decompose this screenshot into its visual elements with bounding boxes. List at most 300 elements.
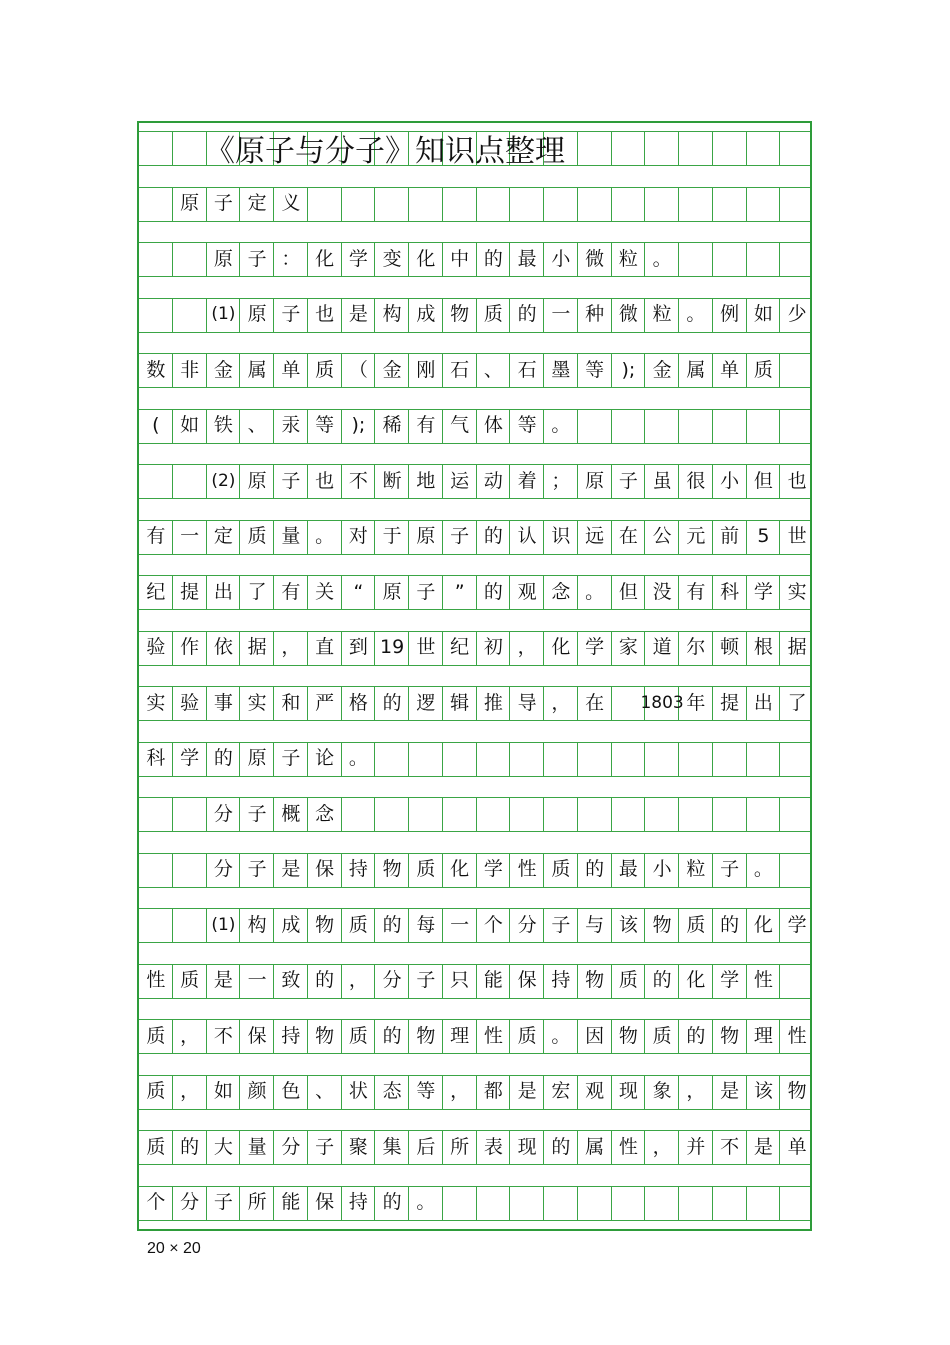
grid-cell: 颜 <box>247 1080 267 1102</box>
grid-cell: 关 <box>315 580 335 603</box>
grid-cell: 保 <box>315 1191 335 1213</box>
grid-cell: 公 <box>652 525 672 547</box>
grid-cell: 性 <box>787 1024 807 1047</box>
grid-cell: 粒 <box>618 247 638 270</box>
grid-line <box>644 742 645 776</box>
grid-cell: 一 <box>450 913 470 936</box>
grid-cell: 。 <box>551 1024 571 1047</box>
grid-cell: 。 <box>416 1191 436 1213</box>
grid-cell: 也 <box>315 469 335 492</box>
grid-cell: 概 <box>281 802 301 825</box>
grid-cell: 集 <box>382 1135 402 1158</box>
grid-cell: 的 <box>551 1135 571 1158</box>
grid-line <box>139 831 810 832</box>
grid-line <box>712 409 713 443</box>
grid-cell: 体 <box>483 414 503 436</box>
grid-cell: 有 <box>686 580 706 603</box>
grid-cell: 物 <box>618 1024 638 1047</box>
grid-line <box>644 797 645 831</box>
grid-line <box>644 409 645 443</box>
grid-cell: 很 <box>686 469 706 492</box>
grid-cell: 保 <box>517 969 537 991</box>
grid-cell: 象 <box>652 1080 672 1102</box>
grid-cell: 的 <box>652 969 672 991</box>
grid-cell: 子 <box>213 1191 233 1213</box>
grid-cell: 运 <box>450 469 470 492</box>
grid-cell: 根 <box>753 636 773 658</box>
grid-line <box>172 298 173 332</box>
grid-cell: 物 <box>652 913 672 936</box>
grid-line <box>577 797 578 831</box>
grid-cell: 化 <box>416 247 436 270</box>
grid-cell: 有 <box>281 580 301 603</box>
grid-cell: 原 <box>213 247 233 270</box>
grid-cell: 质 <box>416 858 436 880</box>
grid-cell: 子 <box>213 192 233 214</box>
grid-cell: 顿 <box>720 636 740 658</box>
grid-cell: 不 <box>348 469 368 492</box>
grid-cell: 子 <box>416 580 436 603</box>
grid-line <box>746 242 747 276</box>
grid-cell: 能 <box>483 969 503 991</box>
grid-cell: 质 <box>652 1024 672 1047</box>
grid-line <box>139 498 810 499</box>
grid-cell: 学 <box>787 913 807 936</box>
grid-cell: 子 <box>247 247 267 270</box>
grid-cell: 实 <box>787 580 807 603</box>
grid-cell: 和 <box>281 691 301 714</box>
grid-cell: 学 <box>180 747 200 769</box>
grid-cell: 地 <box>416 469 436 492</box>
grid-cell: 构 <box>382 303 402 325</box>
grid-cell: ， <box>281 636 301 658</box>
grid-cell: 了 <box>247 580 267 603</box>
grid-line <box>712 742 713 776</box>
grid-line <box>746 131 747 165</box>
grid-cell: 科 <box>720 580 740 603</box>
grid-cell: 后 <box>416 1135 436 1158</box>
grid-line <box>139 887 810 888</box>
grid-cell: 该 <box>753 1080 773 1102</box>
grid-cell: 纪 <box>450 636 470 658</box>
grid-line <box>611 409 612 443</box>
grid-cell: 的 <box>382 1024 402 1047</box>
grid-cell: 量 <box>247 1135 267 1158</box>
grid-cell: 直 <box>315 636 335 658</box>
grid-cell: 化 <box>551 636 571 658</box>
grid-line <box>712 187 713 221</box>
grid-cell: 辑 <box>450 691 470 714</box>
grid-line <box>139 276 810 277</box>
grid-cell: 所 <box>450 1135 470 1158</box>
grid-cell: 、 <box>483 358 503 381</box>
grid-cell: 。 <box>551 414 571 436</box>
grid-cell: 。 <box>686 303 706 325</box>
grid-cell: ， <box>686 1080 706 1102</box>
grid-cell: 小 <box>551 247 571 270</box>
grid-line <box>779 1186 780 1220</box>
grid-cell: 是 <box>348 303 368 325</box>
grid-cell: 化 <box>450 858 470 880</box>
grid-line <box>678 131 679 165</box>
grid-cell: 学 <box>720 969 740 991</box>
grid-cell: 大 <box>213 1135 233 1158</box>
grid-line <box>374 797 375 831</box>
grid-cell: 质 <box>146 1024 166 1047</box>
grid-cell: 原 <box>416 525 436 547</box>
grid-cell: 理 <box>450 1024 470 1047</box>
grid-cell: 观 <box>585 1080 605 1102</box>
grid-line <box>139 665 810 666</box>
grid-cell: 分 <box>517 913 537 936</box>
grid-line <box>509 797 510 831</box>
grid-cell: 年 <box>686 691 706 714</box>
grid-cell: 的 <box>720 913 740 936</box>
grid-line <box>139 720 810 721</box>
grid-cell: 种 <box>585 303 605 325</box>
grid-cell: 质 <box>618 969 638 991</box>
grid-cell: ， <box>551 691 571 714</box>
grid-line <box>746 1186 747 1220</box>
grid-cell: 等 <box>416 1080 436 1102</box>
grid-cell: 原 <box>247 747 267 769</box>
grid-cell: 提 <box>180 580 200 603</box>
grid-line <box>408 742 409 776</box>
grid-cell: ， <box>517 636 537 658</box>
grid-cell: 对 <box>348 525 368 547</box>
grid-cell: 持 <box>348 858 368 880</box>
grid-cell: 等 <box>315 414 335 436</box>
grid-cell: 学 <box>585 636 605 658</box>
grid-cell: 尔 <box>686 636 706 658</box>
grid-cell: 保 <box>315 858 335 880</box>
grid-cell: 现 <box>618 1080 638 1102</box>
grid-cell: 的 <box>382 691 402 714</box>
grid-cell: 依 <box>213 636 233 658</box>
grid-cell: 的 <box>382 913 402 936</box>
grid-cell: 墨 <box>551 358 571 381</box>
grid-cell: 致 <box>281 969 301 991</box>
grid-cell: 。 <box>315 525 335 547</box>
grid-cell: 如 <box>180 414 200 436</box>
grid-cell: 质 <box>247 525 267 547</box>
grid-line <box>644 187 645 221</box>
grid-cell: 导 <box>517 691 537 714</box>
grid-cell: 属 <box>247 358 267 381</box>
grid-cell: 元 <box>686 525 706 547</box>
grid-cell: ” <box>454 580 465 603</box>
grid-cell: 家 <box>618 636 638 658</box>
grid-cell: 个 <box>483 913 503 936</box>
grid-cell: ， <box>450 1080 470 1102</box>
grid-cell: 逻 <box>416 691 436 714</box>
grid-cell: 不 <box>213 1024 233 1047</box>
grid-cell: 属 <box>686 358 706 381</box>
grid-line <box>746 187 747 221</box>
grid-cell: 但 <box>618 580 638 603</box>
grid-cell: 性 <box>753 969 773 991</box>
grid-cell: 物 <box>585 969 605 991</box>
grid-cell: 初 <box>483 636 503 658</box>
grid-cell: ； <box>551 469 571 492</box>
grid-line <box>543 742 544 776</box>
grid-cell: 道 <box>652 636 672 658</box>
grid-cell: 的 <box>686 1024 706 1047</box>
grid-cell: ); <box>351 414 366 436</box>
grid-cell: 据 <box>247 636 267 658</box>
grid-cell: 都 <box>483 1080 503 1102</box>
grid-line <box>139 942 810 943</box>
grid-cell: 严 <box>315 691 335 714</box>
grid-line <box>644 1186 645 1220</box>
grid-cell: 断 <box>382 469 402 492</box>
grid-cell: 量 <box>281 525 301 547</box>
grid-cell: ( <box>152 414 160 436</box>
grid-cell: 据 <box>787 636 807 658</box>
grid-cell: 能 <box>281 1191 301 1213</box>
grid-line <box>139 1164 810 1165</box>
grid-cell: 实 <box>146 691 166 714</box>
grid-cell: 的 <box>315 969 335 991</box>
grid-line <box>678 797 679 831</box>
grid-cell: 、 <box>247 414 267 436</box>
grid-cell: 变 <box>382 247 402 270</box>
grid-cell: 事 <box>213 691 233 714</box>
grid-line <box>678 1186 679 1220</box>
grid-cell: 物 <box>450 303 470 325</box>
grid-cell: 的 <box>483 580 503 603</box>
grid-cell: 科 <box>146 747 166 769</box>
grid-line <box>139 1220 810 1221</box>
grid-cell: 如 <box>753 303 773 325</box>
grid-cell: 在 <box>618 525 638 547</box>
grid-cell: 了 <box>787 691 807 714</box>
grid-cell: 现 <box>517 1135 537 1158</box>
grid-spec-label: 20 × 20 <box>147 1240 201 1257</box>
grid-cell: 宏 <box>551 1080 571 1102</box>
grid-cell: 中 <box>450 247 470 270</box>
grid-cell: 论 <box>315 747 335 769</box>
grid-line <box>712 797 713 831</box>
grid-cell: 是 <box>517 1080 537 1102</box>
grid-cell: 定 <box>213 525 233 547</box>
grid-line <box>577 1186 578 1220</box>
grid-cell: 的 <box>382 1191 402 1213</box>
grid-cell: 。 <box>753 858 773 880</box>
grid-line <box>779 742 780 776</box>
grid-cell: 质 <box>315 358 335 381</box>
grid-line <box>543 187 544 221</box>
grid-cell: 不 <box>720 1135 740 1158</box>
grid-cell: 化 <box>686 969 706 991</box>
grid-cell: 刚 <box>416 358 436 381</box>
grid-cell: 世 <box>416 636 436 658</box>
grid-cell: 也 <box>315 303 335 325</box>
grid-cell: 粒 <box>686 858 706 880</box>
grid-cell: 的 <box>585 858 605 880</box>
grid-cell: 例 <box>720 303 740 325</box>
grid-cell: 。 <box>585 580 605 603</box>
grid-cell: 前 <box>720 525 740 547</box>
grid-cell: 单 <box>787 1135 807 1158</box>
grid-line <box>678 409 679 443</box>
grid-line <box>172 242 173 276</box>
grid-cell: 质 <box>348 913 368 936</box>
grid-cell: 、 <box>315 1080 335 1102</box>
grid-cell: 质 <box>686 913 706 936</box>
grid-cell: 动 <box>483 469 503 492</box>
grid-cell: 数 <box>146 358 166 381</box>
grid-cell: 识 <box>551 525 571 547</box>
grid-cell: 物 <box>382 858 402 880</box>
grid-cell: 。 <box>652 247 672 270</box>
grid-cell: 有 <box>416 414 436 436</box>
grid-cell: 远 <box>585 525 605 547</box>
grid-line <box>442 797 443 831</box>
grid-cell: 验 <box>180 691 200 714</box>
grid-cell: ， <box>652 1135 672 1158</box>
grid-cell: 分 <box>180 1191 200 1213</box>
grid-cell: 分 <box>382 969 402 991</box>
grid-cell: 最 <box>517 247 537 270</box>
grid-line <box>476 187 477 221</box>
grid-line <box>779 409 780 443</box>
grid-line <box>577 131 578 165</box>
grid-line <box>139 554 810 555</box>
grid-cell: 性 <box>483 1024 503 1047</box>
grid-cell: 验 <box>146 636 166 658</box>
grid-cell: 金 <box>382 358 402 381</box>
grid-cell: 个 <box>146 1191 166 1213</box>
grid-cell: 是 <box>281 858 301 880</box>
grid-cell: 原 <box>585 469 605 492</box>
grid-line <box>611 742 612 776</box>
grid-cell: 石 <box>450 358 470 381</box>
grid-cell: 出 <box>753 691 773 714</box>
grid-cell: 格 <box>348 691 368 714</box>
grid-line <box>172 908 173 942</box>
grid-cell: 小 <box>652 858 672 880</box>
grid-line <box>712 1186 713 1220</box>
grid-cell: 分 <box>213 858 233 880</box>
grid-cell: 子 <box>315 1135 335 1158</box>
grid-cell: 子 <box>281 303 301 325</box>
grid-line <box>577 187 578 221</box>
grid-cell: 的 <box>483 525 503 547</box>
grid-line <box>476 797 477 831</box>
grid-cell: 色 <box>281 1080 301 1102</box>
grid-cell: 因 <box>585 1024 605 1047</box>
grid-cell: 质 <box>753 358 773 381</box>
grid-line <box>779 187 780 221</box>
grid-line <box>139 387 810 388</box>
grid-cell: 并 <box>686 1135 706 1158</box>
grid-cell: 定 <box>247 192 267 214</box>
grid-cell: 该 <box>618 913 638 936</box>
grid-cell: 一 <box>247 969 267 991</box>
grid-cell: 质 <box>180 969 200 991</box>
grid-cell: (1) <box>211 914 236 935</box>
grid-line <box>678 742 679 776</box>
grid-cell: 子 <box>281 469 301 492</box>
grid-cell: 有 <box>146 525 166 547</box>
grid-cell: 性 <box>146 969 166 991</box>
grid-line <box>139 332 810 333</box>
grid-cell: 成 <box>281 913 301 936</box>
grid-cell: 只 <box>450 969 470 991</box>
grid-line <box>678 187 679 221</box>
grid-cell: 物 <box>720 1024 740 1047</box>
grid-line <box>712 131 713 165</box>
grid-cell: 聚 <box>348 1135 368 1158</box>
grid-line <box>408 797 409 831</box>
grid-cell: ： <box>281 247 301 270</box>
grid-cell: 微 <box>618 303 638 325</box>
grid-line <box>172 464 173 498</box>
grid-cell: 性 <box>618 1135 638 1158</box>
grid-cell: 质 <box>483 303 503 325</box>
grid-cell: 汞 <box>281 414 301 436</box>
grid-line <box>172 797 173 831</box>
grid-cell: 铁 <box>213 414 233 436</box>
grid-cell: ， <box>348 969 368 991</box>
grid-cell: 1803 <box>640 692 684 713</box>
grid-cell: 石 <box>517 358 537 381</box>
grid-cell: 质 <box>146 1135 166 1158</box>
grid-line <box>543 797 544 831</box>
grid-cell: 保 <box>247 1024 267 1047</box>
grid-cell: 子 <box>416 969 436 991</box>
grid-cell: 状 <box>348 1080 368 1102</box>
grid-cell: 念 <box>551 580 571 603</box>
document-title: 《原子与分子》知识点整理 <box>205 134 565 169</box>
grid-line <box>746 742 747 776</box>
grid-line <box>139 609 810 610</box>
grid-cell: 一 <box>180 525 200 547</box>
grid-cell: 持 <box>281 1024 301 1047</box>
grid-cell: 是 <box>213 969 233 991</box>
grid-cell: 出 <box>213 580 233 603</box>
grid-line <box>543 1186 544 1220</box>
grid-cell: 持 <box>348 1191 368 1213</box>
grid-line <box>611 797 612 831</box>
grid-cell: 稀 <box>382 414 402 436</box>
grid-cell: 提 <box>720 691 740 714</box>
grid-cell: 但 <box>753 469 773 492</box>
manuscript-grid <box>137 121 812 1231</box>
grid-cell: 分 <box>213 802 233 825</box>
grid-cell: 物 <box>787 1080 807 1102</box>
grid-cell: 学 <box>753 580 773 603</box>
grid-cell: 到 <box>348 636 368 658</box>
grid-cell: 最 <box>618 858 638 880</box>
grid-cell: 单 <box>281 358 301 381</box>
grid-line <box>611 1186 612 1220</box>
grid-cell: 理 <box>753 1024 773 1047</box>
grid-cell: 纪 <box>146 580 166 603</box>
grid-cell: 态 <box>382 1080 402 1102</box>
grid-line <box>139 1109 810 1110</box>
grid-cell: 原 <box>382 580 402 603</box>
grid-line <box>644 131 645 165</box>
grid-line <box>139 221 810 222</box>
grid-cell: 微 <box>585 247 605 270</box>
grid-cell: 。 <box>348 747 368 769</box>
grid-line <box>139 1053 810 1054</box>
grid-cell: 原 <box>247 303 267 325</box>
grid-cell: 等 <box>585 358 605 381</box>
grid-cell: 每 <box>416 913 436 936</box>
